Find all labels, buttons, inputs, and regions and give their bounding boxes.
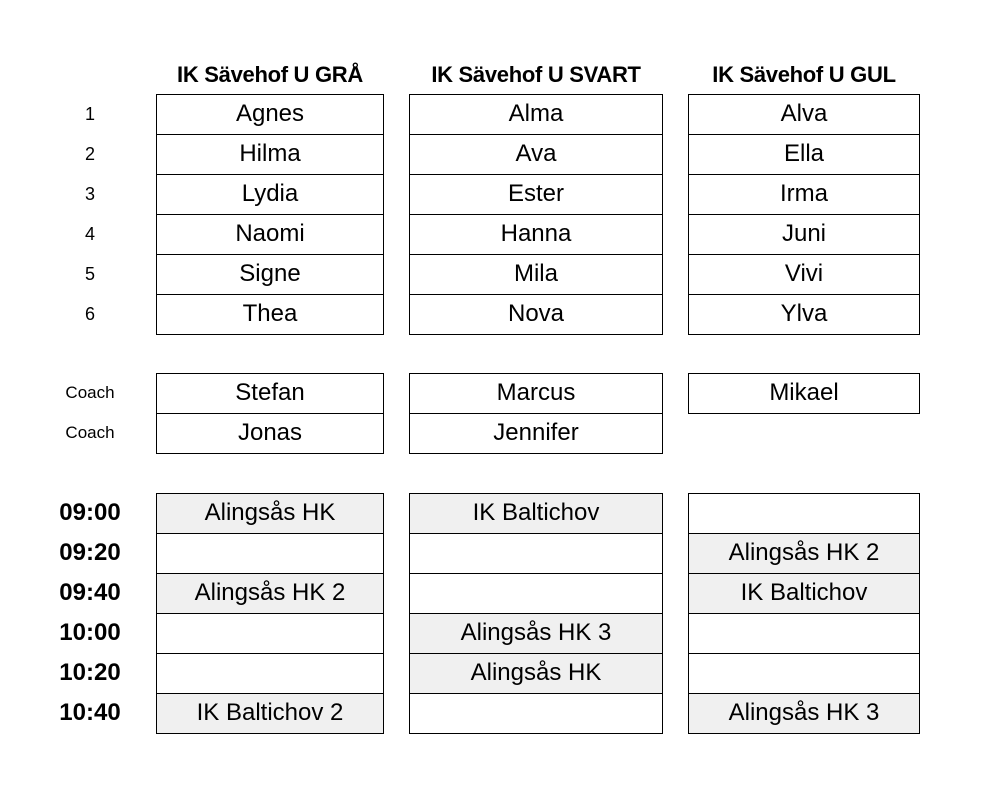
coach-cell: Jennifer	[409, 413, 663, 454]
match-cell: Alingsås HK 2	[688, 533, 920, 574]
row-number: 2	[84, 144, 95, 164]
coach-cell: Marcus	[409, 373, 663, 414]
empty-match-cell	[688, 653, 920, 694]
row-number: 6	[84, 304, 95, 324]
coach-cell: Stefan	[156, 373, 384, 414]
time-label: 09:00	[59, 499, 121, 526]
match-cell: IK Baltichov	[688, 573, 920, 614]
match-cell: IK Baltichov	[409, 493, 663, 534]
player-cell: Alva	[688, 94, 920, 135]
team-header-1: IK Sävehof U GRÅ	[177, 62, 363, 87]
time-label: 10:40	[59, 699, 121, 726]
time-label: 09:40	[59, 579, 121, 606]
row-number: 3	[84, 184, 95, 204]
player-cell: Ava	[409, 134, 663, 175]
player-cell: Vivi	[688, 254, 920, 295]
empty-match-cell	[156, 533, 384, 574]
empty-match-cell	[409, 573, 663, 614]
time-label: 09:20	[59, 539, 121, 566]
coach-label: Coach	[65, 423, 115, 442]
player-cell: Hilma	[156, 134, 384, 175]
match-cell: IK Baltichov 2	[156, 693, 384, 734]
coach-cell: Jonas	[156, 413, 384, 454]
empty-match-cell	[156, 613, 384, 654]
empty-match-cell	[688, 493, 920, 534]
coach-cell: Mikael	[688, 373, 920, 414]
player-cell: Naomi	[156, 214, 384, 255]
player-cell: Signe	[156, 254, 384, 295]
player-cell: Juni	[688, 214, 920, 255]
match-cell: Alingsås HK	[409, 653, 663, 694]
match-cell: Alingsås HK 3	[688, 693, 920, 734]
row-number: 1	[84, 104, 95, 124]
row-number: 5	[84, 264, 95, 284]
player-cell: Mila	[409, 254, 663, 295]
empty-match-cell	[688, 613, 920, 654]
team-header-2: IK Sävehof U SVART	[431, 62, 641, 87]
player-cell: Thea	[156, 294, 384, 335]
player-cell: Ella	[688, 134, 920, 175]
time-label: 10:20	[59, 659, 121, 686]
empty-match-cell	[409, 533, 663, 574]
player-cell: Ester	[409, 174, 663, 215]
empty-match-cell	[156, 653, 384, 694]
row-number: 4	[84, 224, 95, 244]
player-cell: Hanna	[409, 214, 663, 255]
coach-label: Coach	[65, 383, 115, 402]
empty-match-cell	[409, 693, 663, 734]
match-cell: Alingsås HK	[156, 493, 384, 534]
player-cell: Irma	[688, 174, 920, 215]
player-cell: Lydia	[156, 174, 384, 215]
player-cell: Ylva	[688, 294, 920, 335]
match-cell: Alingsås HK 2	[156, 573, 384, 614]
player-cell: Alma	[409, 94, 663, 135]
player-cell: Nova	[409, 294, 663, 335]
team-header-3: IK Sävehof U GUL	[712, 62, 896, 87]
match-cell: Alingsås HK 3	[409, 613, 663, 654]
player-cell: Agnes	[156, 94, 384, 135]
time-label: 10:00	[59, 619, 121, 646]
